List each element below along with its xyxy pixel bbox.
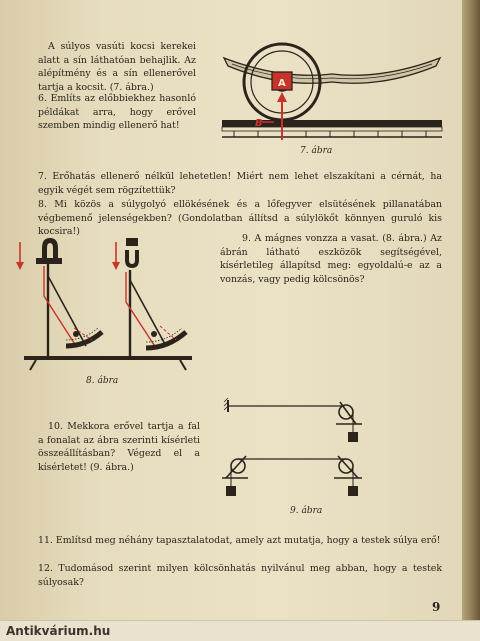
figure-9-pulley-experiment: [222, 398, 372, 502]
horseshoe-magnet-icon: [42, 238, 58, 258]
question-7: 7. Erőhatás ellenerő nélkül lehetetlen! Miért nem lehet elszakítani a cérnát, ha egyik végét sem rögzítettük?: [38, 171, 442, 196]
weight-left-icon: [226, 486, 236, 496]
paragraph-rail-car: A súlyos vasúti kocsi kerekei alatt a sín láthatóan behajlik. Az alépítmény és a sín ellenerővel tartja a kocsit. (7. ábra.): [38, 41, 196, 93]
svg-text:B: B: [255, 118, 263, 129]
question-10: 10. Mekkora erővel tartja a fal a fonalat az ábra szerinti kísérleti összeállításban? Végezd el a kísérletet! (9. ábra.): [38, 421, 200, 473]
caption-figure-9: 9. ábra: [290, 506, 323, 516]
question-11: 11. Említsd meg néhány tapasztalatodat, amely azt mutatja, hogy a testek súlya erő!: [38, 535, 441, 546]
page-edge: [462, 0, 480, 620]
hanging-magnet-icon: [125, 250, 139, 268]
two-pulley-setup: [222, 456, 362, 496]
iron-block-icon: [126, 238, 138, 246]
question-12: 12. Tudomásod szerint milyen kölcsönhatás nyilvánul meg abban, hogy a testek súlyosak?: [38, 563, 442, 588]
weight-icon: [348, 432, 358, 442]
figure-8-magnet-experiment: [16, 236, 198, 376]
svg-text:A: A: [278, 78, 286, 89]
watermark: Antikvárium.hu: [0, 620, 480, 641]
left-apparatus: [16, 238, 102, 356]
caption-figure-8: 8. ábra: [86, 376, 119, 386]
figure-7-rail-wheel: [222, 40, 442, 148]
caption-figure-7: 7. ábra: [300, 146, 333, 156]
page-number: 9: [432, 600, 441, 614]
weight-right-icon: [348, 486, 358, 496]
right-apparatus: [112, 238, 186, 356]
question-9: 9. A mágnes vonzza a vasat. (8. ábra.) Az ábrán látható eszközök segítségével, kísérletileg állapítsd meg: egyoldalú-e az a vonzás, vagy pedig kölcsönös?: [220, 233, 442, 285]
leaf-spring: [224, 58, 440, 83]
question-8: 8. Mi közös a súlygolyó ellökésének és a lőfegyver elsütésének pillanatában végbemenő jelenségekben? (Gondolatban állítsd a súlylökőt könnyen guruló kis kocsira!): [38, 199, 442, 238]
question-6: 6. Említs az előbbiekhez hasonló példákat arra, hogy erővel szemben mindig ellenerő hat!: [38, 93, 196, 132]
wall-setup: [224, 398, 362, 442]
